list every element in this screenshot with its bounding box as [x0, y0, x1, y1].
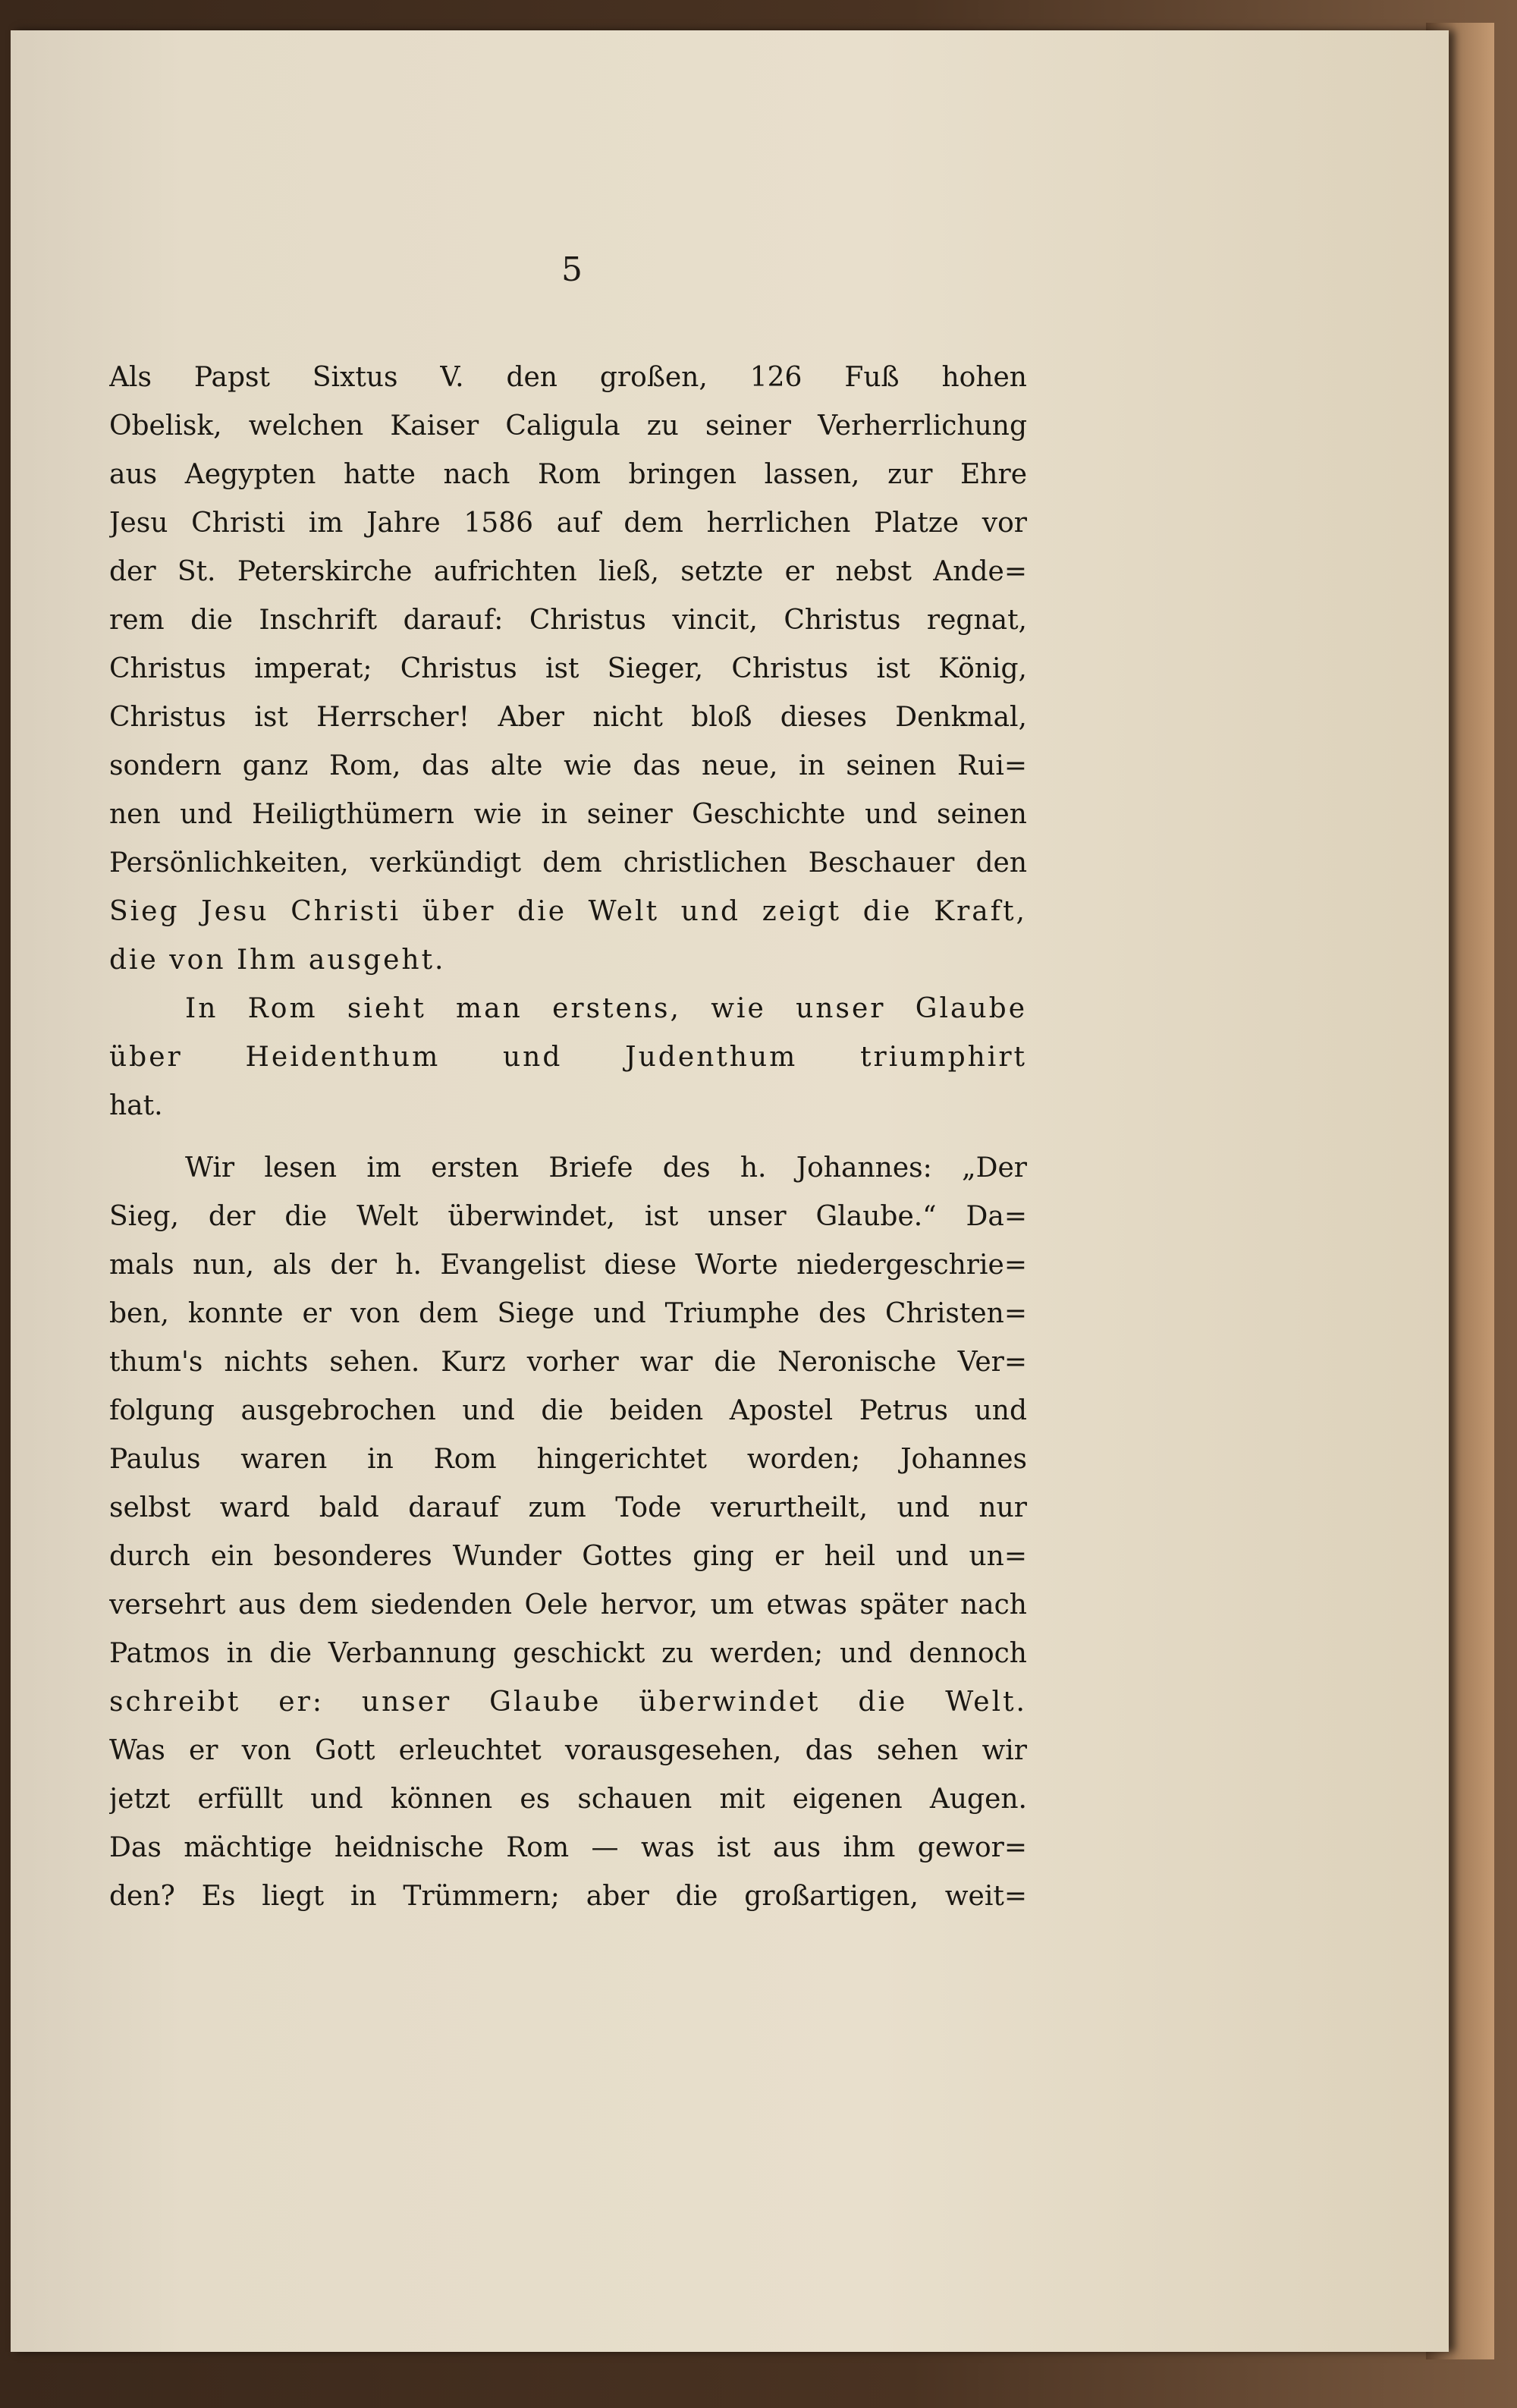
text-line: nen und Heiligthümern wie in seiner Geschichte und seinen — [109, 799, 1027, 830]
text-line: den? Es liegt in Trümmern; aber die großartigen, weit= — [109, 1881, 1027, 1912]
text-line: Obelisk, welchen Kaiser Caligula zu seiner Verherrlichung — [109, 410, 1027, 442]
text-line: Patmos in die Verbannung geschickt zu werden; und dennoch — [109, 1638, 1027, 1669]
text-line: rem die Inschrift darauf: Christus vincit, Christus regnat, — [109, 605, 1027, 636]
text-line: schreibt er: unser Glaube überwindet die Welt. — [109, 1687, 1027, 1718]
text-line: ben, konnte er von dem Siege und Triumphe des Christen= — [109, 1298, 1027, 1329]
text-line: Paulus waren in Rom hingerichtet worden; Johannes — [109, 1444, 1027, 1475]
text-line: mals nun, als der h. Evangelist diese Worte niedergeschrie= — [109, 1250, 1027, 1281]
text-line: aus Aegypten hatte nach Rom bringen lassen, zur Ehre — [109, 459, 1027, 490]
text-line: Was er von Gott erleuchtet vorausgesehen, das sehen wir — [109, 1735, 1027, 1766]
section-heading-line: In Rom sieht man erstens, wie unser Glaube — [185, 993, 1027, 1024]
text-line: folgung ausgebrochen und die beiden Apostel Petrus und — [109, 1395, 1027, 1426]
text-line: Persönlichkeiten, verkündigt dem christlichen Beschauer den — [109, 847, 1027, 879]
text-line: durch ein besonderes Wunder Gottes ging er heil und un= — [109, 1541, 1027, 1572]
text-line: Als Papst Sixtus V. den großen, 126 Fuß hohen — [109, 362, 1027, 393]
text-line: Das mächtige heidnische Rom — was ist aus ihm gewor= — [109, 1832, 1027, 1863]
section-heading-line: hat. — [109, 1090, 163, 1121]
book-page — [11, 30, 1449, 2352]
text-line: versehrt aus dem siedenden Oele hervor, um etwas später nach — [109, 1589, 1027, 1621]
text-line: Christus ist Herrscher! Aber nicht bloß dieses Denkmal, — [109, 702, 1027, 733]
text-line: selbst ward bald darauf zum Tode verurtheilt, und nur — [109, 1492, 1027, 1523]
text-line: der St. Peterskirche aufrichten ließ, setzte er nebst Ande= — [109, 556, 1027, 587]
text-line: Sieg, der die Welt überwindet, ist unser Glaube.“ Da= — [109, 1201, 1027, 1232]
text-line: Sieg Jesu Christi über die Welt und zeigt die Kraft, — [109, 896, 1027, 927]
text-line: die von Ihm ausgeht. — [109, 945, 446, 976]
text-line: jetzt erfüllt und können es schauen mit eigenen Augen. — [109, 1784, 1027, 1815]
text-line: sondern ganz Rom, das alte wie das neue, in seinen Rui= — [109, 750, 1027, 781]
text-line: thum's nichts sehen. Kurz vorher war die Neronische Ver= — [109, 1347, 1027, 1378]
text-line: Jesu Christi im Jahre 1586 auf dem herrlichen Platze vor — [109, 508, 1027, 539]
text-line: Christus imperat; Christus ist Sieger, Christus ist König, — [109, 653, 1027, 684]
page-number: 5 — [561, 250, 583, 289]
section-heading-line: über Heidenthum und Judenthum triumphirt — [109, 1042, 1027, 1073]
page-text — [109, 354, 1027, 1921]
text-line: Wir lesen im ersten Briefe des h. Johannes: „Der — [185, 1152, 1027, 1184]
